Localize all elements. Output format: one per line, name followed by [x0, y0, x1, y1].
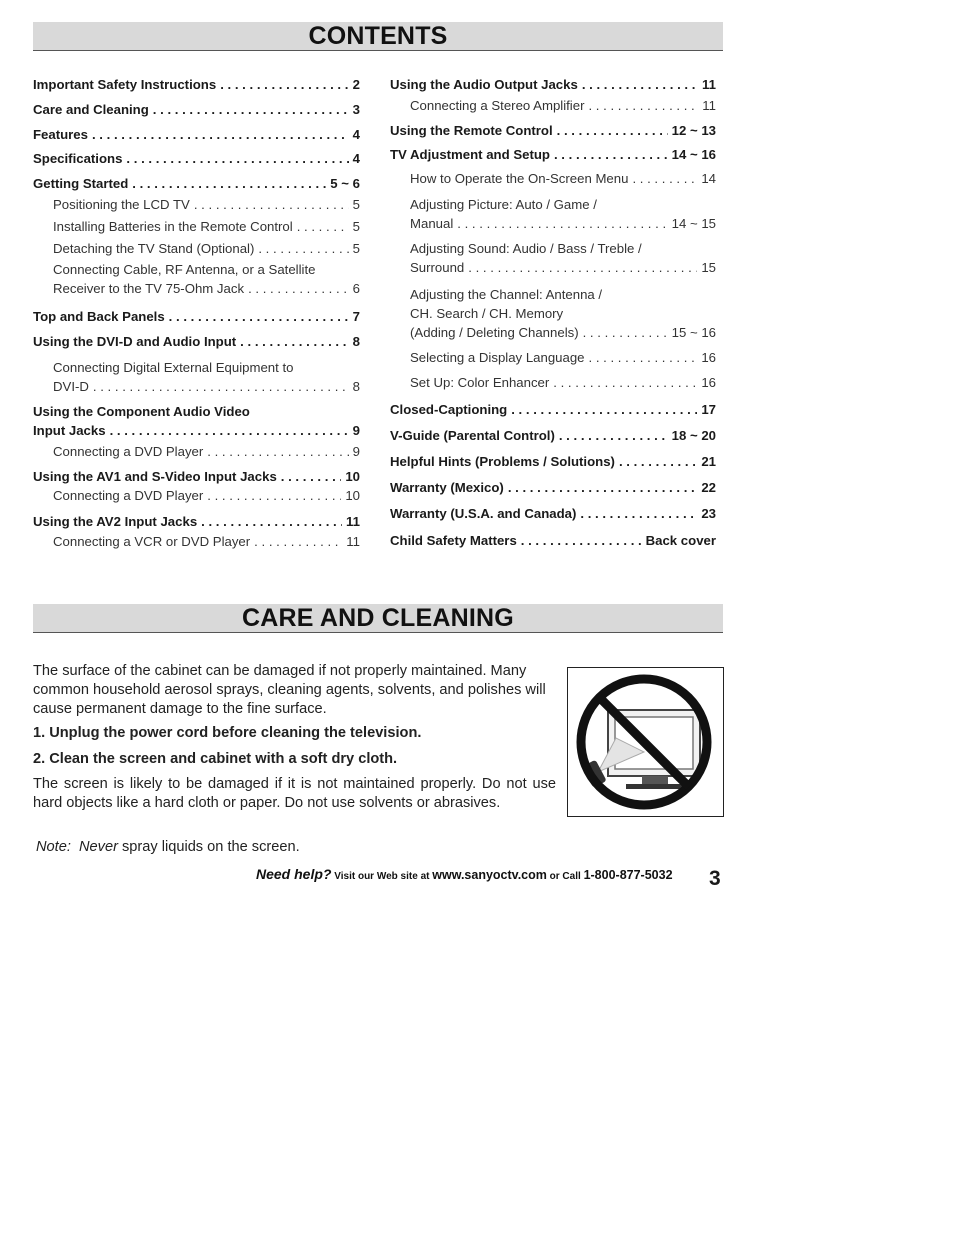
toc-entry-line: [410, 375, 716, 394]
toc-entry[interactable]: [390, 241, 716, 279]
toc-entry-line: [390, 506, 716, 525]
toc-entry[interactable]: [33, 241, 360, 260]
toc-page-number: 10: [345, 488, 360, 503]
toc-entry-title: Manual: [410, 216, 454, 231]
toc-page-number: 8: [352, 379, 360, 394]
toc-page-number: 3: [352, 102, 360, 117]
toc-entry[interactable]: [390, 287, 716, 344]
dot-leader: [619, 454, 697, 469]
toc-entry-title: How to Operate the On-Screen Menu: [410, 171, 629, 186]
toc-entry[interactable]: [33, 514, 360, 533]
toc-page-number: 11: [346, 514, 360, 529]
toc-entry-line: [33, 102, 360, 121]
toc-entry[interactable]: [390, 197, 716, 235]
note-rest: spray liquids on the screen.: [117, 839, 300, 855]
toc-page-number: 10: [345, 469, 360, 484]
toc-entry-line: [390, 480, 716, 499]
toc-entry-line: [33, 309, 360, 328]
toc-entry-line: [33, 176, 360, 195]
toc-page-number: 14 ~ 15: [671, 216, 716, 231]
care-body: The screen is likely to be damaged if it is not maintained properly. Do not use hard objects like a hard cloth or paper. Do not use solvents or abrasives.: [33, 776, 556, 811]
toc-entry-line: [33, 423, 360, 442]
toc-entry[interactable]: [390, 171, 716, 190]
toc-entry-title: DVI-D: [53, 379, 89, 394]
dot-leader: [297, 219, 349, 234]
toc-entry-title: Surround: [410, 260, 465, 275]
toc-page-number: 22: [701, 480, 716, 495]
toc-entry-title: Warranty (U.S.A. and Canada): [390, 506, 577, 521]
dot-leader: [153, 102, 349, 117]
toc-page-number: 18 ~ 20: [671, 428, 716, 443]
toc-page-number: 11: [346, 534, 360, 549]
dot-leader: [207, 444, 348, 459]
dot-leader: [207, 488, 341, 503]
dot-leader: [468, 260, 697, 275]
dot-leader: [588, 98, 698, 113]
toc-page-number: 11: [702, 77, 716, 92]
toc-page-number: 14: [701, 171, 716, 186]
toc-entry-title: Using the Remote Control: [390, 123, 553, 138]
toc-entry-line: [33, 469, 360, 488]
toc-entry-line: [390, 147, 716, 166]
toc-entry-title-line: Using the Component Audio Video: [33, 404, 250, 419]
toc-entry-line: [33, 77, 360, 96]
toc-entry-title: Top and Back Panels: [33, 309, 165, 324]
note-never: Never: [79, 839, 118, 855]
dot-leader: [92, 127, 349, 142]
toc-entry-title: Positioning the LCD TV: [53, 197, 190, 212]
toc-page-number: 16: [701, 375, 716, 390]
toc-entry-title-line: Adjusting Sound: Audio / Bass / Treble /: [410, 241, 642, 256]
dot-leader: [511, 402, 697, 417]
toc-entry-title: Input Jacks: [33, 423, 106, 438]
toc-entry-line: [53, 379, 360, 398]
note-label: Note:: [36, 839, 71, 855]
toc-entry-title: Features: [33, 127, 88, 142]
toc-page-number: 21: [701, 454, 716, 469]
dot-leader: [589, 350, 698, 365]
toc-entry-title-line: Connecting Digital External Equipment to: [53, 360, 294, 375]
dot-leader: [457, 216, 667, 231]
toc-entry-title-line: CH. Search / CH. Memory: [410, 306, 564, 321]
toc-page-number: 11: [702, 98, 716, 113]
toc-entry-title: Warranty (Mexico): [390, 480, 504, 495]
toc-entry-line: [390, 123, 716, 142]
no-spray-icon: [568, 668, 723, 816]
toc-entry-title: Connecting a DVD Player: [53, 444, 204, 459]
toc-entry-line: [53, 197, 360, 216]
toc-entry[interactable]: [33, 151, 360, 170]
toc-entry-title: Connecting a Stereo Amplifier: [410, 98, 585, 113]
toc-entry-title: Detaching the TV Stand (Optional): [53, 241, 255, 256]
toc-entry[interactable]: [390, 98, 716, 117]
toc-entry-title: (Adding / Deleting Channels): [410, 325, 579, 340]
dot-leader: [559, 428, 668, 443]
toc-entry-line: [53, 281, 360, 300]
toc-entry-title: Using the AV2 Input Jacks: [33, 514, 198, 529]
toc-entry-line: [390, 533, 716, 552]
dot-leader: [201, 514, 342, 529]
toc-page-number: 4: [352, 127, 360, 142]
toc-entry-line: [53, 488, 360, 507]
toc-page-number: 5 ~ 6: [330, 176, 360, 191]
toc-entry-title-line: Adjusting Picture: Auto / Game /: [410, 197, 597, 212]
toc-page-number: 9: [352, 423, 360, 438]
toc-entry-line: [390, 77, 716, 96]
toc-entry-title: Connecting a VCR or DVD Player: [53, 534, 251, 549]
dot-leader: [632, 171, 697, 186]
toc-entry-title: Receiver to the TV 75-Ohm Jack: [53, 281, 245, 296]
toc-entry[interactable]: [390, 454, 716, 473]
toc-entry[interactable]: [33, 404, 360, 442]
dot-leader: [553, 375, 697, 390]
dot-leader: [254, 534, 342, 549]
dot-leader: [220, 77, 348, 92]
toc-entry[interactable]: [33, 176, 360, 195]
toc-entry[interactable]: [390, 533, 716, 552]
toc-entry[interactable]: [390, 350, 716, 369]
toc-entry[interactable]: [390, 428, 716, 447]
dot-leader: [93, 379, 349, 394]
toc-page-number: 6: [352, 281, 360, 296]
dot-leader: [580, 506, 697, 521]
dot-leader: [281, 469, 342, 484]
toc-entry[interactable]: [33, 309, 360, 328]
dot-leader: [521, 533, 642, 548]
toc-entry[interactable]: [33, 127, 360, 146]
phone-number: 1-800-877-5032: [583, 868, 673, 882]
toc-entry-line: [410, 325, 716, 344]
help-footer: [256, 866, 673, 884]
toc-entry-title: Using the AV1 and S-Video Input Jacks: [33, 469, 277, 484]
toc-entry[interactable]: [33, 102, 360, 121]
toc-page-number: 5: [352, 241, 360, 256]
toc-page-number: Back cover: [645, 533, 716, 548]
toc-entry-title: Using the DVI-D and Audio Input: [33, 334, 237, 349]
toc-entry-line: [53, 534, 360, 553]
care-heading: CARE AND CLEANING: [33, 604, 723, 633]
toc-entry-line: [33, 334, 360, 353]
dot-leader: [508, 480, 698, 495]
dot-leader: [194, 197, 349, 212]
dot-leader: [554, 147, 668, 162]
care-intro: The surface of the cabinet can be damaged if not properly maintained. Many common household aerosol sprays, cleaning agents, solvents, and polishes will cause permanent damage to the fine surface.: [33, 663, 546, 717]
toc-entry-line: [33, 514, 360, 533]
toc-page-number: 2: [352, 77, 360, 92]
care-note: [36, 838, 559, 857]
toc-entry-title: Set Up: Color Enhancer: [410, 375, 550, 390]
dot-leader: [169, 309, 349, 324]
toc-page-number: 14 ~ 16: [671, 147, 716, 162]
dot-leader: [258, 241, 348, 256]
need-help-label: Need help?: [256, 866, 332, 882]
dot-leader: [557, 123, 668, 138]
toc-page-number: 23: [701, 506, 716, 521]
dot-leader: [132, 176, 326, 191]
toc-entry-line: [33, 151, 360, 170]
toc-entry-title: TV Adjustment and Setup: [390, 147, 550, 162]
toc-entry[interactable]: [33, 334, 360, 353]
dot-leader: [582, 77, 698, 92]
toc-entry[interactable]: [33, 197, 360, 216]
toc-page-number: 17: [701, 402, 716, 417]
toc-entry[interactable]: [33, 77, 360, 96]
toc-entry-title: Installing Batteries in the Remote Control: [53, 219, 293, 234]
dot-leader: [583, 325, 668, 340]
toc-page-number: 5: [352, 219, 360, 234]
toc-page-number: 8: [352, 334, 360, 349]
page-number: 3: [709, 867, 721, 890]
dot-leader: [110, 423, 349, 438]
toc-page-number: 12 ~ 13: [671, 123, 716, 138]
toc-entry[interactable]: [33, 444, 360, 463]
toc-entry-title: Important Safety Instructions: [33, 77, 217, 92]
toc-entry[interactable]: [390, 506, 716, 525]
toc-entry-line: [53, 444, 360, 463]
toc-entry-title-line: Connecting Cable, RF Antenna, or a Satellite: [53, 262, 316, 277]
toc-page-number: 16: [701, 350, 716, 365]
care-step-2: 2. Clean the screen and cabinet with a soft dry cloth.: [33, 751, 398, 767]
toc-entry-title: Care and Cleaning: [33, 102, 149, 117]
toc-entry-title: Helpful Hints (Problems / Solutions): [390, 454, 615, 469]
toc-entry-title-line: Adjusting the Channel: Antenna /: [410, 287, 603, 302]
toc-page-number: 9: [352, 444, 360, 459]
toc-entry[interactable]: [33, 534, 360, 553]
toc-entry-line: [410, 216, 716, 235]
toc-entry-line: [410, 98, 716, 117]
toc-entry[interactable]: [390, 147, 716, 166]
toc-entry-title: V-Guide (Parental Control): [390, 428, 555, 443]
or-call-text: or Call: [546, 871, 584, 882]
toc-entry[interactable]: [390, 123, 716, 142]
dot-leader: [240, 334, 348, 349]
toc-entry-line: [53, 219, 360, 238]
care-step-1: 1. Unplug the power cord before cleaning the television.: [33, 725, 422, 741]
toc-entry-line: [410, 260, 716, 279]
toc-entry-line: [33, 127, 360, 146]
toc-page-number: 5: [352, 197, 360, 212]
toc-entry-line: [390, 454, 716, 473]
toc-entry[interactable]: [33, 219, 360, 238]
toc-entry[interactable]: [33, 488, 360, 507]
toc-entry-line: [390, 402, 716, 421]
toc-entry-title: Closed-Captioning: [390, 402, 508, 417]
toc-page-number: 15 ~ 16: [671, 325, 716, 340]
toc-entry[interactable]: [33, 360, 360, 398]
website-link[interactable]: www.sanyoctv.com: [432, 868, 547, 882]
toc-entry[interactable]: [390, 375, 716, 394]
toc-entry[interactable]: [390, 77, 716, 96]
toc-entry[interactable]: [390, 402, 716, 421]
toc-entry-line: [53, 241, 360, 260]
dot-leader: [248, 281, 349, 296]
visit-text: Visit our Web site at: [331, 871, 433, 882]
toc-entry-line: [390, 428, 716, 447]
toc-entry-line: [410, 171, 716, 190]
toc-entry-title: Using the Audio Output Jacks: [390, 77, 578, 92]
toc-page-number: 15: [701, 260, 716, 275]
toc-page-number: 4: [352, 151, 360, 166]
no-spray-illustration: [567, 667, 724, 817]
toc-entry-title: Selecting a Display Language: [410, 350, 585, 365]
toc-entry[interactable]: [33, 262, 360, 300]
toc-entry-title: Connecting a DVD Player: [53, 488, 204, 503]
toc-entry-title: Specifications: [33, 151, 123, 166]
toc-entry[interactable]: [390, 480, 716, 499]
toc-entry-line: [410, 350, 716, 369]
toc-entry-title: Child Safety Matters: [390, 533, 517, 548]
toc-entry-title: Getting Started: [33, 176, 129, 191]
contents-heading: CONTENTS: [33, 22, 723, 51]
toc-page-number: 7: [352, 309, 360, 324]
dot-leader: [126, 151, 348, 166]
toc-entry[interactable]: [33, 469, 360, 488]
